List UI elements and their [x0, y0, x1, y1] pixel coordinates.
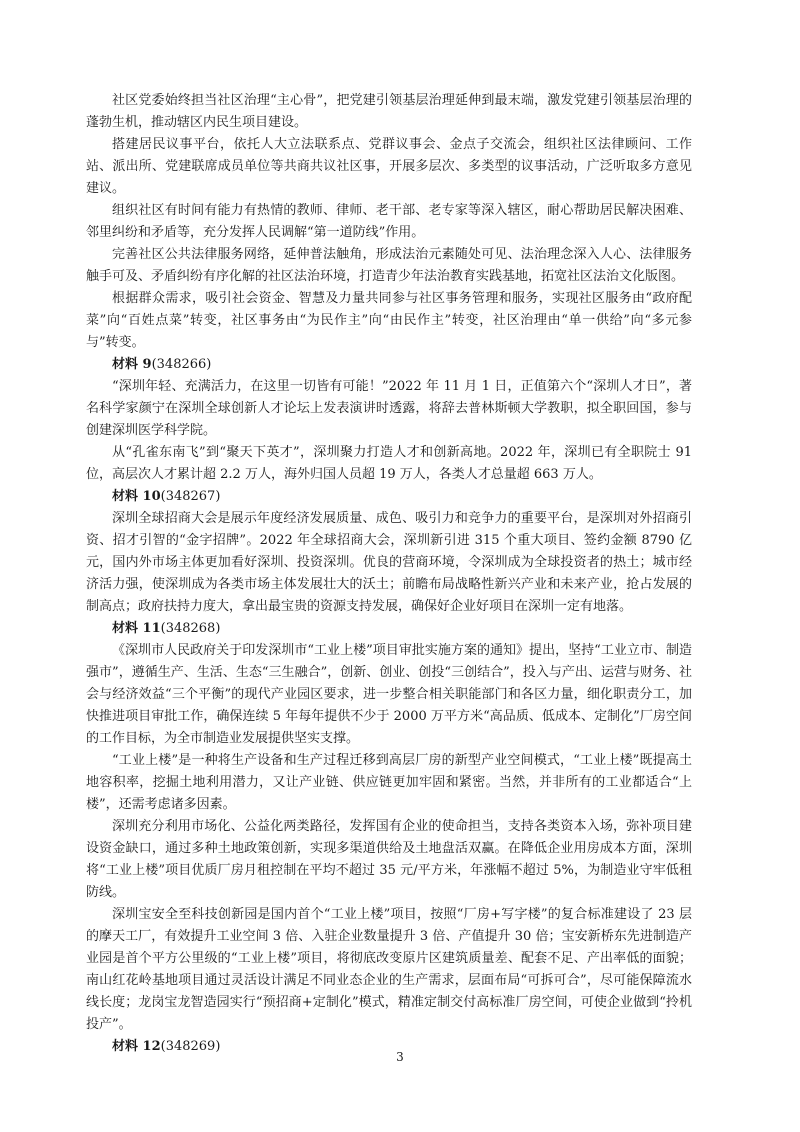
- material-code: (348267): [160, 489, 221, 504]
- paragraph: 从“孔雀东南飞”到“聚天下英才”，深圳聚力打造人才和创新高地。2022 年，深圳已有全职院士 91 位，高层次人才累计超 2.2 万人，海外归国人员超 19 万人，各类人才总量超 663 万人。: [86, 445, 692, 482]
- material-code: (348266): [151, 357, 212, 372]
- paragraph: 深圳充分利用市场化、公益化两类路径，发挥国有企业的使命担当，支持各类资本入场，弥补项目建设资金缺口，通过多种土地政策创新，实现多渠道供给及土地盘活双赢。在降低企业用房成本方面，深圳将“工业上楼”项目优质厂房月租控制在平均不超过 35 元/平方米，年涨幅不超过 5%，为制造业守牢低租防线。: [86, 819, 692, 900]
- paragraph: “深圳年轻、充满活力，在这里一切皆有可能！”2022 年 11 月 1 日，正值第六个“深圳人才日”，著名科学家颜宁在深圳全球创新人才论坛上发表演讲时透露，将辞去普林斯顿大学教职，拟全职回国，参与创建深圳医学科学院。: [86, 379, 692, 438]
- paragraph: 社区党委始终担当社区治理“主心骨”，把党建引领基层治理延伸到最末端，激发党建引领基层治理的蓬勃生机，推动辖区内民生项目建设。: [86, 93, 692, 130]
- material-label: 材料 11: [112, 621, 161, 636]
- paragraph: 搭建居民议事平台，依托人大立法联系点、党群议事会、金点子交流会，组织社区法律顾问、工作站、派出所、党建联席成员单位等共商共议社区事，开展多层次、多类型的议事活动，广泛听取多方意见建议。: [86, 137, 692, 196]
- material-label: 材料 10: [112, 489, 161, 504]
- material-heading: [86, 354, 692, 376]
- material-label: 材料 12: [112, 1039, 161, 1054]
- paragraph: 深圳宝安全至科技创新园是国内首个“工业上楼”项目，按照“厂房+写字楼”的复合标准建设了 23 层的摩天工厂，有效提升工业空间 3 倍、入驻企业数量提升 3 倍、产值提升 30 倍；宝安新桥东先进制造产业园是首个平方公里级的“工业上楼”项目，将彻底改变原片区建筑质量差、配套不足、产出率低的面貌；南山红花岭基地项目通过灵活设计满足不同业态企业的生产需求，层面布局“可拆可合”，尽可能保障流水线长度；龙岗宝龙智造园实行“预招商+定制化”模式，精准定制交付高标准厂房空间，可使企业做到“拎机投产”。: [86, 907, 692, 1032]
- material-heading: [86, 618, 692, 640]
- paragraph: 《深圳市人民政府关于印发深圳市“工业上楼”项目审批实施方案的通知》提出，坚持“工业立市、制造强市”，遵循生产、生活、生态“三生融合”，创新、创业、创投“三创结合”，投入与产出、运营与财务、社会与经济效益“三个平衡”的现代产业园区要求，进一步整合相关职能部门和各区力量，细化职责分工，加快推进项目审批工作，确保连续 5 年每年提供不少于 2000 万平方米“高品质、低成本、定制化”厂房空间的工作目标，为全市制造业发展提供坚实支撑。: [86, 643, 692, 746]
- paragraph: 完善社区公共法律服务网络，延伸普法触角，形成法治元素随处可见、法治理念深入人心、法律服务触手可及、矛盾纠纷有序化解的社区法治环境，打造青少年法治教育实践基地，拓宽社区法治文化版图。: [86, 247, 692, 284]
- paragraph: 组织社区有时间有能力有热情的教师、律师、老干部、老专家等深入辖区，耐心帮助居民解决困难、邻里纠纷和矛盾等，充分发挥人民调解“第一道防线”作用。: [86, 203, 692, 240]
- paragraph: 根据群众需求，吸引社会资金、智慧及力量共同参与社区事务管理和服务，实现社区服务由“政府配菜”向“百姓点菜”转变，社区事务由“为民作主”向“由民作主”转变，社区治理由“单一供给”向“多元参与”转变。: [86, 291, 692, 350]
- material-code: (348269): [160, 1039, 221, 1054]
- paragraph: “工业上楼”是一种将生产设备和生产过程迁移到高层厂房的新型产业空间模式，“工业上楼”既提高土地容积率，挖掘土地利用潜力，又让产业链、供应链更加牢固和紧密。当然，并非所有的工业都适合“上楼”，还需考虑诸多因素。: [86, 753, 692, 812]
- paragraph: 深圳全球招商大会是展示年度经济发展质量、成色、吸引力和竞争力的重要平台，是深圳对外招商引资、招才引智的“金字招牌”。2022 年全球招商大会，深圳新引进 315 个重大项目、签约金额 8790 亿元，国内外市场主体更加看好深圳、投资深圳。优良的营商环境，令深圳成为全球投资者的热土；城市经济活力强，使深圳成为各类市场主体发展壮大的沃土；前瞻布局战略性新兴产业和未来产业，抢占发展的制高点；政府扶持力度大，拿出最宝贵的资源支持发展，确保好企业好项目在深圳一定有地落。: [86, 511, 692, 614]
- material-label: 材料 9: [112, 357, 152, 372]
- page-number: 3: [396, 1050, 404, 1064]
- document-body: [86, 90, 692, 1058]
- material-heading: [86, 486, 692, 508]
- material-code: (348268): [160, 621, 221, 636]
